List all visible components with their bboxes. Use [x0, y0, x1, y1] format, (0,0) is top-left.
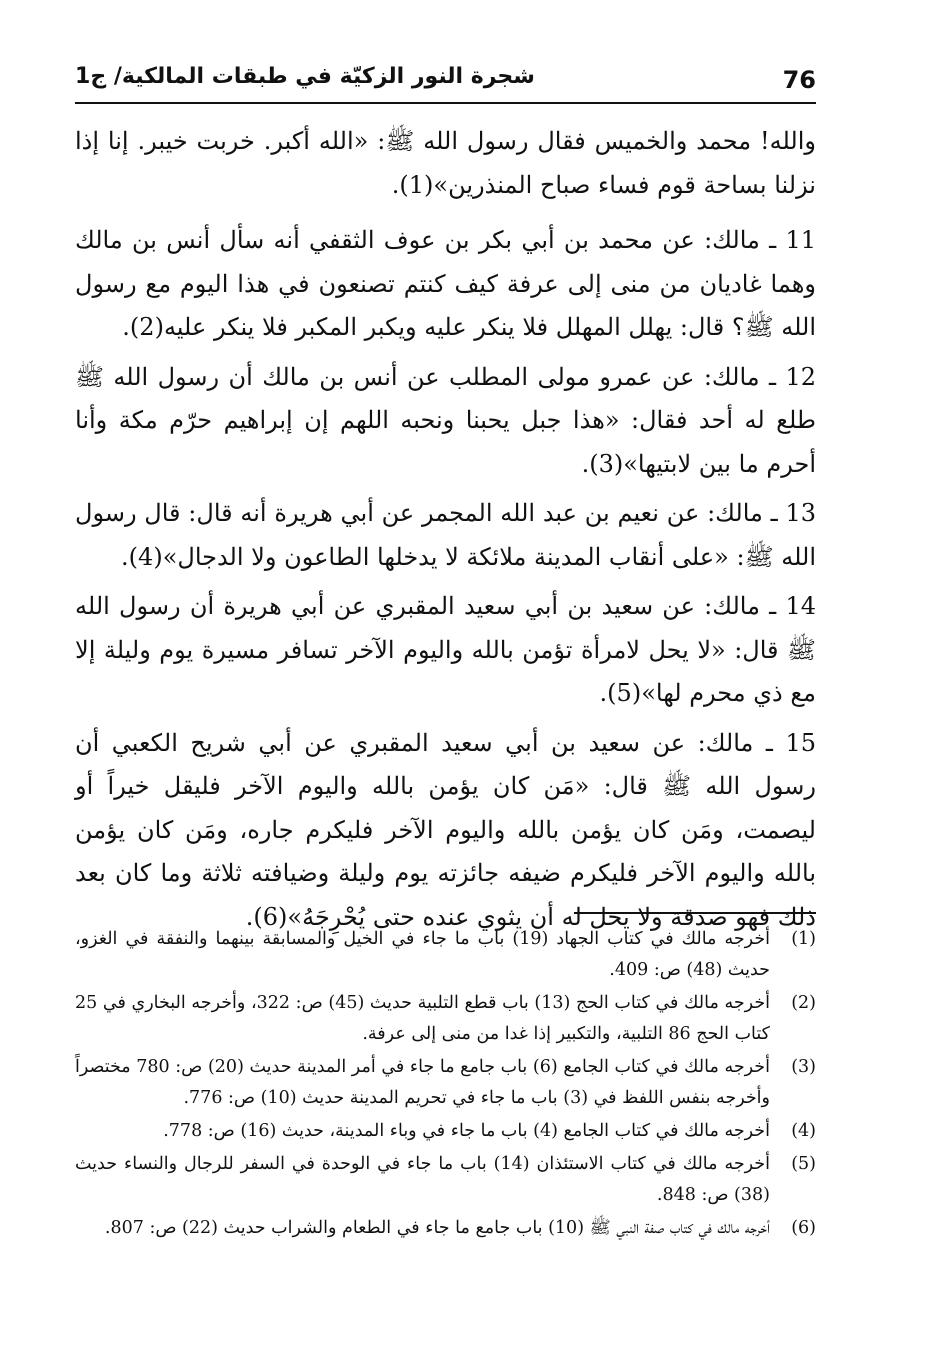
footnote — [75, 1052, 816, 1114]
page-header — [75, 62, 816, 104]
footnote — [75, 1116, 816, 1147]
footnote-number: (2) — [791, 993, 816, 1013]
footnote-number: (3) — [791, 1057, 816, 1077]
footnotes — [75, 924, 816, 1246]
footnote-number: (1) — [791, 929, 816, 949]
page-number: 76 — [782, 66, 816, 94]
paragraph: والله! محمد والخميس فقال رسول الله ﷺ: «الله أكبر. خربت خيبر. إنا إذا نزلنا بساحة قوم فساء صباح المنذرين»(1). — [75, 127, 816, 199]
footnote-separator — [574, 912, 816, 914]
footnote-number: (5) — [791, 1154, 816, 1174]
footnote-text: أخرجه مالك في كتاب الجامع (6) باب جامع ما جاء في أمر المدينة حديث (20) ص: 780 مختصراً وأخرجه بنفس اللفظ في (3) باب ما جاء في تحريم المدينة حديث (10) ص: 776. — [75, 1057, 770, 1108]
paragraph: 13 ـ مالك: عن نعيم بن عبد الله المجمر عن أبي هريرة أنه قال: قال رسول الله ﷺ: «على أنقاب المدينة ملائكة لا يدخلها الطاعون ولا الدجال»(4). — [75, 499, 816, 571]
paragraph: 14 ـ مالك: عن سعيد بن أبي سعيد المقبري عن أبي هريرة أن رسول الله ﷺ قال: «لا يحل لامرأة تؤمن بالله واليوم الآخر تسافر مسيرة يوم وليلة إلا مع ذي محرم لها»(5). — [75, 592, 816, 707]
footnote — [75, 924, 816, 986]
footnote — [75, 1213, 816, 1244]
footnote — [75, 1149, 816, 1211]
footnote-text: أخرجه مالك في كتاب الاستئذان (14) باب ما جاء في الوحدة في السفر للرجال والنساء حديث (38) ص: 848. — [75, 1154, 770, 1205]
footnote-text: أخرجه مالك في كتاب صفة النبي ﷺ (10) باب جامع ما جاء في الطعام والشراب حديث (22) ص: 807. — [104, 1218, 770, 1238]
running-title: شجرة النور الزكيّة في طبقات المالكية/ ج1 — [75, 64, 535, 89]
footnote-number: (4) — [791, 1121, 816, 1141]
paragraph: 11 ـ مالك: عن محمد بن أبي بكر بن عوف الثقفي أنه سأل أنس بن مالك وهما غاديان من منى إلى عرفة كيف كنتم تصنعون في هذا اليوم مع رسول الله ﷺ؟ قال: يهلل المهلل فلا ينكر عليه ويكبر المكبر فلا ينكر عليه(2). — [75, 226, 817, 341]
footnote-text: أخرجه مالك في كتاب الجهاد (19) باب ما جاء في الخيل والمسابقة بينهما والنفقة في الغزو، حديث (48) ص: 409. — [75, 929, 771, 980]
footnote-text: أخرجه مالك في كتاب الحج (13) باب قطع التلبية حديث (45) ص: 322، وأخرجه البخاري في 25 كتاب الحج 86 التلبية، والتكبير إذا غدا من منى إلى عرفة. — [75, 993, 770, 1044]
footnote-text: أخرجه مالك في كتاب الجامع (4) باب ما جاء في وباء المدينة، حديث (16) ص: 778. — [163, 1121, 770, 1141]
main-text — [75, 120, 816, 945]
paragraph: 15 ـ مالك: عن سعيد بن أبي سعيد المقبري عن أبي شريح الكعبي أن رسول الله ﷺ قال: «مَن كان يؤمن بالله واليوم الآخر فليقل خيراً أو ليصمت، ومَن كان يؤمن بالله واليوم الآخر فليكرم جاره، ومَن كان يؤمن بالله واليوم الآخر فليكرم ضيفه جائزته يوم وليلة وضيافته ثلاثة وما كان بعد ذلك فهو صدقة ولا يحل له أن يثوي عنده حتى يُحْرِجَهُ»(6). — [75, 728, 816, 931]
paragraph: 12 ـ مالك: عن عمرو مولى المطلب عن أنس بن مالك أن رسول الله ﷺ طلع له أحد فقال: «هذا جبل يحبنا ونحبه اللهم إن إبراهيم حرّم مكة وأنا أحرم ما بين لابتيها»(3). — [75, 362, 816, 478]
footnote-number: (6) — [791, 1218, 816, 1238]
footnote — [75, 988, 816, 1050]
